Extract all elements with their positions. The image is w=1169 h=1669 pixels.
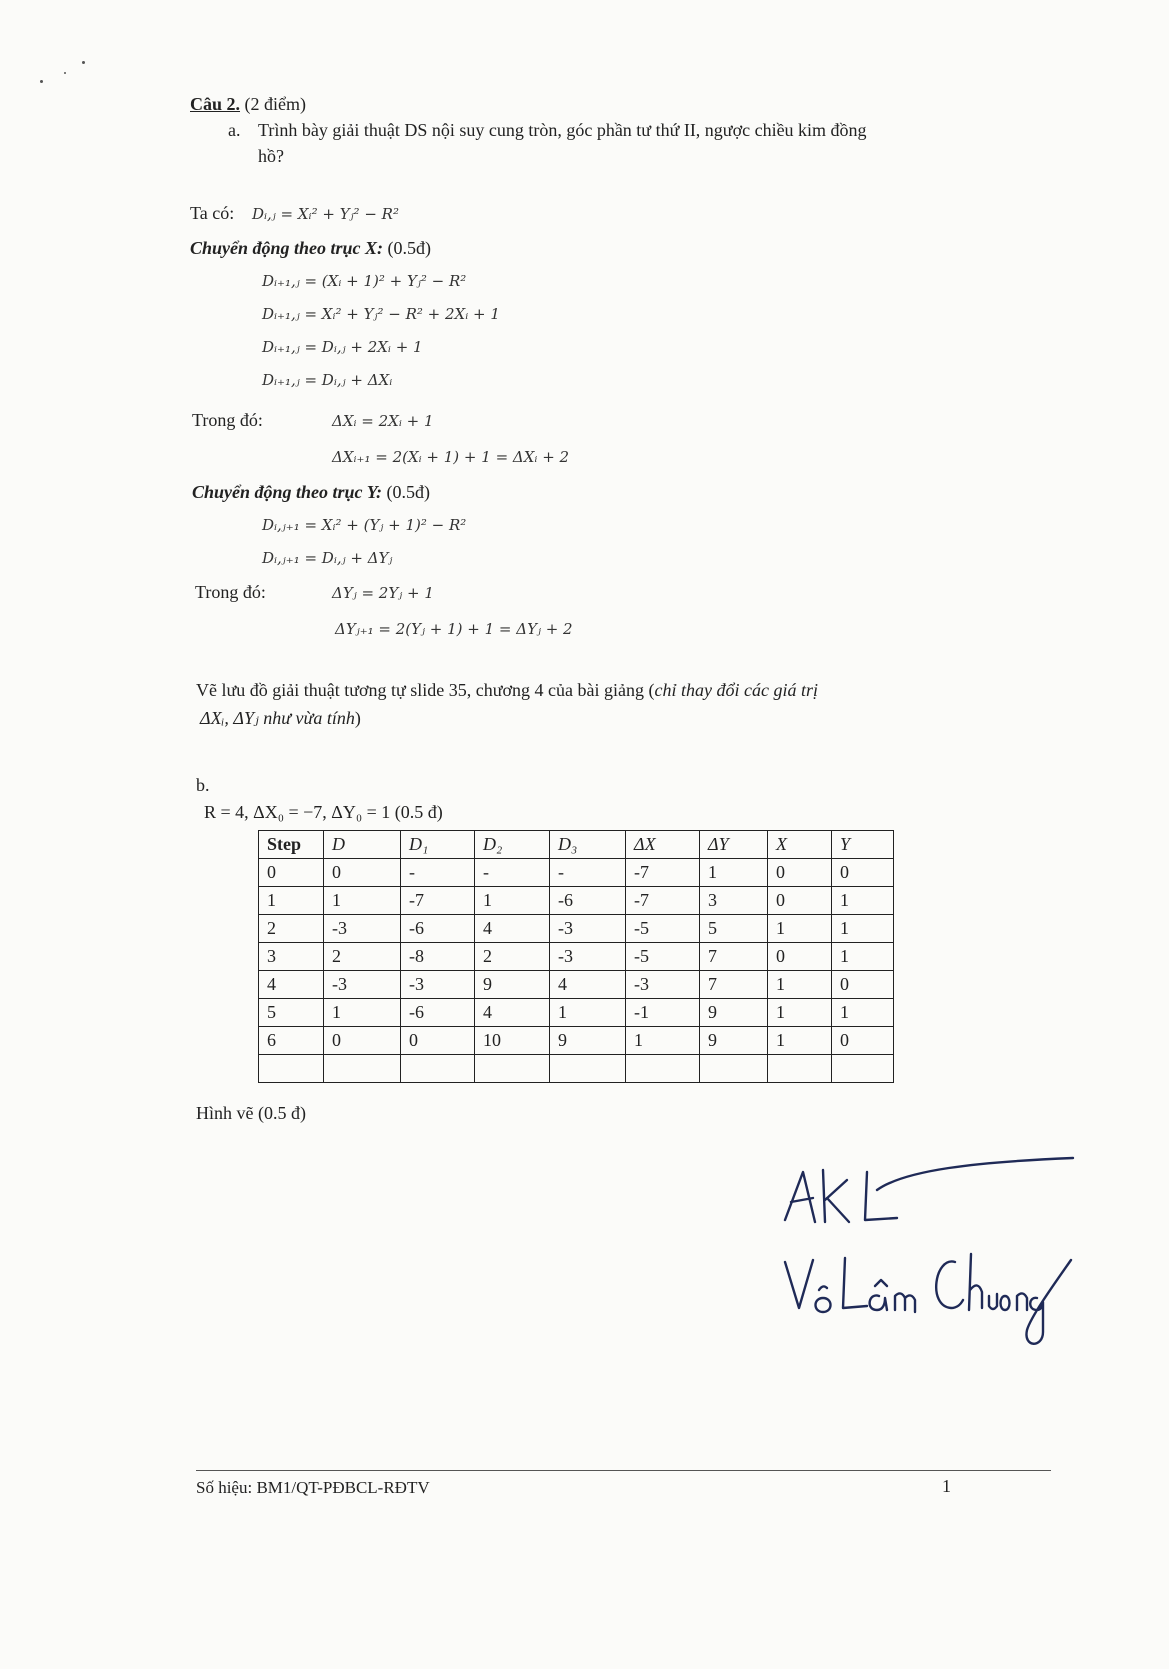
col-header-d1: D₁ [401,831,475,859]
table-row [259,859,894,887]
table-cell: 4 [475,915,550,943]
y-equation-2: Dᵢ,ⱼ₊₁ = Dᵢ,ⱼ + ΔYⱼ [262,549,393,567]
table-cell: 5 [700,915,768,943]
table-row [259,915,894,943]
col-header-x: X [768,831,832,859]
table-row [259,971,894,999]
table-cell: 10 [475,1027,550,1055]
table-cell [768,1055,832,1083]
table-cell: - [550,859,626,887]
x-equation-4: Dᵢ₊₁,ⱼ = Dᵢ,ⱼ + ΔXᵢ [262,371,393,389]
table-cell: - [475,859,550,887]
table-cell: 1 [324,999,401,1027]
scan-speck [64,72,66,74]
x-motion-heading: Chuyển động theo trục X: (0.5đ) [190,238,432,258]
table-cell: 0 [259,859,324,887]
y-delta-equation-2: ΔYⱼ₊₁ = 2(Yⱼ + 1) + 1 = ΔYⱼ + 2 [335,620,573,638]
part-a-question-line2: hồ? [258,146,284,166]
table-cell: 1 [475,887,550,915]
table-cell: 0 [401,1027,475,1055]
table-cell: 0 [768,859,832,887]
footer-doc-code: Số hiệu: BM1/QT-PĐBCL-RĐTV [196,1478,430,1497]
table-cell [475,1055,550,1083]
table-cell: 0 [324,1027,401,1055]
table-cell: -7 [401,887,475,915]
table-row-empty [259,1055,894,1083]
table-cell: 7 [700,943,768,971]
x-equation-1: Dᵢ₊₁,ⱼ = (Xᵢ + 1)² + Yⱼ² − R² [262,272,467,290]
table-cell: 9 [700,1027,768,1055]
table-row [259,943,894,971]
table-cell: 4 [550,971,626,999]
table-cell: -5 [626,915,700,943]
x-where-label: Trong đó: [192,410,263,430]
y-where-label: Trong đó: [195,582,266,602]
table-cell: -3 [401,971,475,999]
y-motion-heading: Chuyển động theo trục Y: (0.5đ) [192,482,431,502]
table-cell: 9 [475,971,550,999]
scan-speck [40,80,43,83]
table-cell: 7 [700,971,768,999]
table-cell: 1 [832,887,894,915]
table-cell: -3 [550,915,626,943]
table-cell [259,1055,324,1083]
table-cell: 0 [768,943,832,971]
flowchart-note-line1: Vẽ lưu đồ giải thuật tương tự slide 35, chương 4 của bài giảng (chỉ thay đổi các giá trị [196,680,818,700]
footer-page-number: 1 [942,1476,951,1496]
table-cell: 1 [768,915,832,943]
table-cell [700,1055,768,1083]
table-cell: 1 [324,887,401,915]
table-cell: -1 [626,999,700,1027]
col-header-delta-x: ΔX [626,831,700,859]
table-cell: -7 [626,859,700,887]
table-cell: 0 [324,859,401,887]
part-b-given: R = 4, ΔX₀ = −7, ΔY₀ = 1 (0.5 đ) [204,802,443,822]
table-row [259,887,894,915]
x-delta-equation-2: ΔXᵢ₊₁ = 2(Xᵢ + 1) + 1 = ΔXᵢ + 2 [332,448,570,466]
table-cell: 0 [832,859,894,887]
figure-note: Hình vẽ (0.5 đ) [196,1103,306,1123]
intro-label: Ta có: [190,203,235,223]
table-cell: - [401,859,475,887]
table-cell: 1 [259,887,324,915]
table-cell: -6 [401,999,475,1027]
flowchart-note-line2: ΔXᵢ, ΔYⱼ như vừa tính) [200,708,361,728]
table-cell [324,1055,401,1083]
table-cell: 9 [700,999,768,1027]
col-header-d2: D₂ [475,831,550,859]
table-header-row [259,831,894,859]
table-row [259,999,894,1027]
table-cell: -3 [324,915,401,943]
question-header [190,94,306,115]
table-cell: 2 [259,915,324,943]
y-delta-equation-1: ΔYⱼ = 2Yⱼ + 1 [332,584,434,602]
col-header-delta-y: ΔY [700,831,768,859]
calculation-table [258,830,894,1083]
col-header-step: Step [259,831,324,859]
table-cell: 1 [768,999,832,1027]
table-cell: -3 [626,971,700,999]
question-number: Câu 2. [190,94,241,114]
table-cell: 1 [550,999,626,1027]
scan-speck [82,61,85,64]
table-cell: 2 [475,943,550,971]
x-delta-equation-1: ΔXᵢ = 2Xᵢ + 1 [332,412,434,430]
table-cell: 1 [832,915,894,943]
col-header-d3: D₃ [550,831,626,859]
question-points: (2 điểm) [244,94,306,114]
x-equation-3: Dᵢ₊₁,ⱼ = Dᵢ,ⱼ + 2Xᵢ + 1 [262,338,423,356]
table-cell: 1 [768,971,832,999]
y-equation-1: Dᵢ,ⱼ₊₁ = Xᵢ² + (Yⱼ + 1)² − R² [262,516,467,534]
table-cell: -3 [324,971,401,999]
table-cell: 1 [832,999,894,1027]
part-a-marker: a. [228,120,241,140]
table-cell: 4 [259,971,324,999]
part-b-marker: b. [196,775,210,795]
table-cell: -3 [550,943,626,971]
table-cell [626,1055,700,1083]
table-cell: -5 [626,943,700,971]
table-cell: 1 [700,859,768,887]
table-cell: 4 [475,999,550,1027]
table-cell: 2 [324,943,401,971]
table-cell: 9 [550,1027,626,1055]
table-cell: 1 [768,1027,832,1055]
part-a-question-line1: Trình bày giải thuật DS nội suy cung tròn, góc phần tư thứ II, ngược chiều kim đồng [258,120,867,140]
table-cell: 0 [768,887,832,915]
table-cell [832,1055,894,1083]
table-cell: 0 [832,971,894,999]
table-cell: 1 [832,943,894,971]
table-cell: -6 [401,915,475,943]
table-cell: 1 [626,1027,700,1055]
table-cell: -6 [550,887,626,915]
signature-image [775,1150,1075,1360]
table-cell [401,1055,475,1083]
table-cell: 3 [259,943,324,971]
col-header-d: D [324,831,401,859]
table-cell: 6 [259,1027,324,1055]
table-row [259,1027,894,1055]
table-cell: 0 [832,1027,894,1055]
table-cell: -8 [401,943,475,971]
table-cell: 3 [700,887,768,915]
x-equation-2: Dᵢ₊₁,ⱼ = Xᵢ² + Yⱼ² − R² + 2Xᵢ + 1 [262,305,500,323]
footer-divider [196,1470,1051,1471]
col-header-y: Y [832,831,894,859]
intro-equation: Dᵢ,ⱼ = Xᵢ² + Yⱼ² − R² [252,205,399,223]
table-cell: -7 [626,887,700,915]
table-cell: 5 [259,999,324,1027]
table-cell [550,1055,626,1083]
